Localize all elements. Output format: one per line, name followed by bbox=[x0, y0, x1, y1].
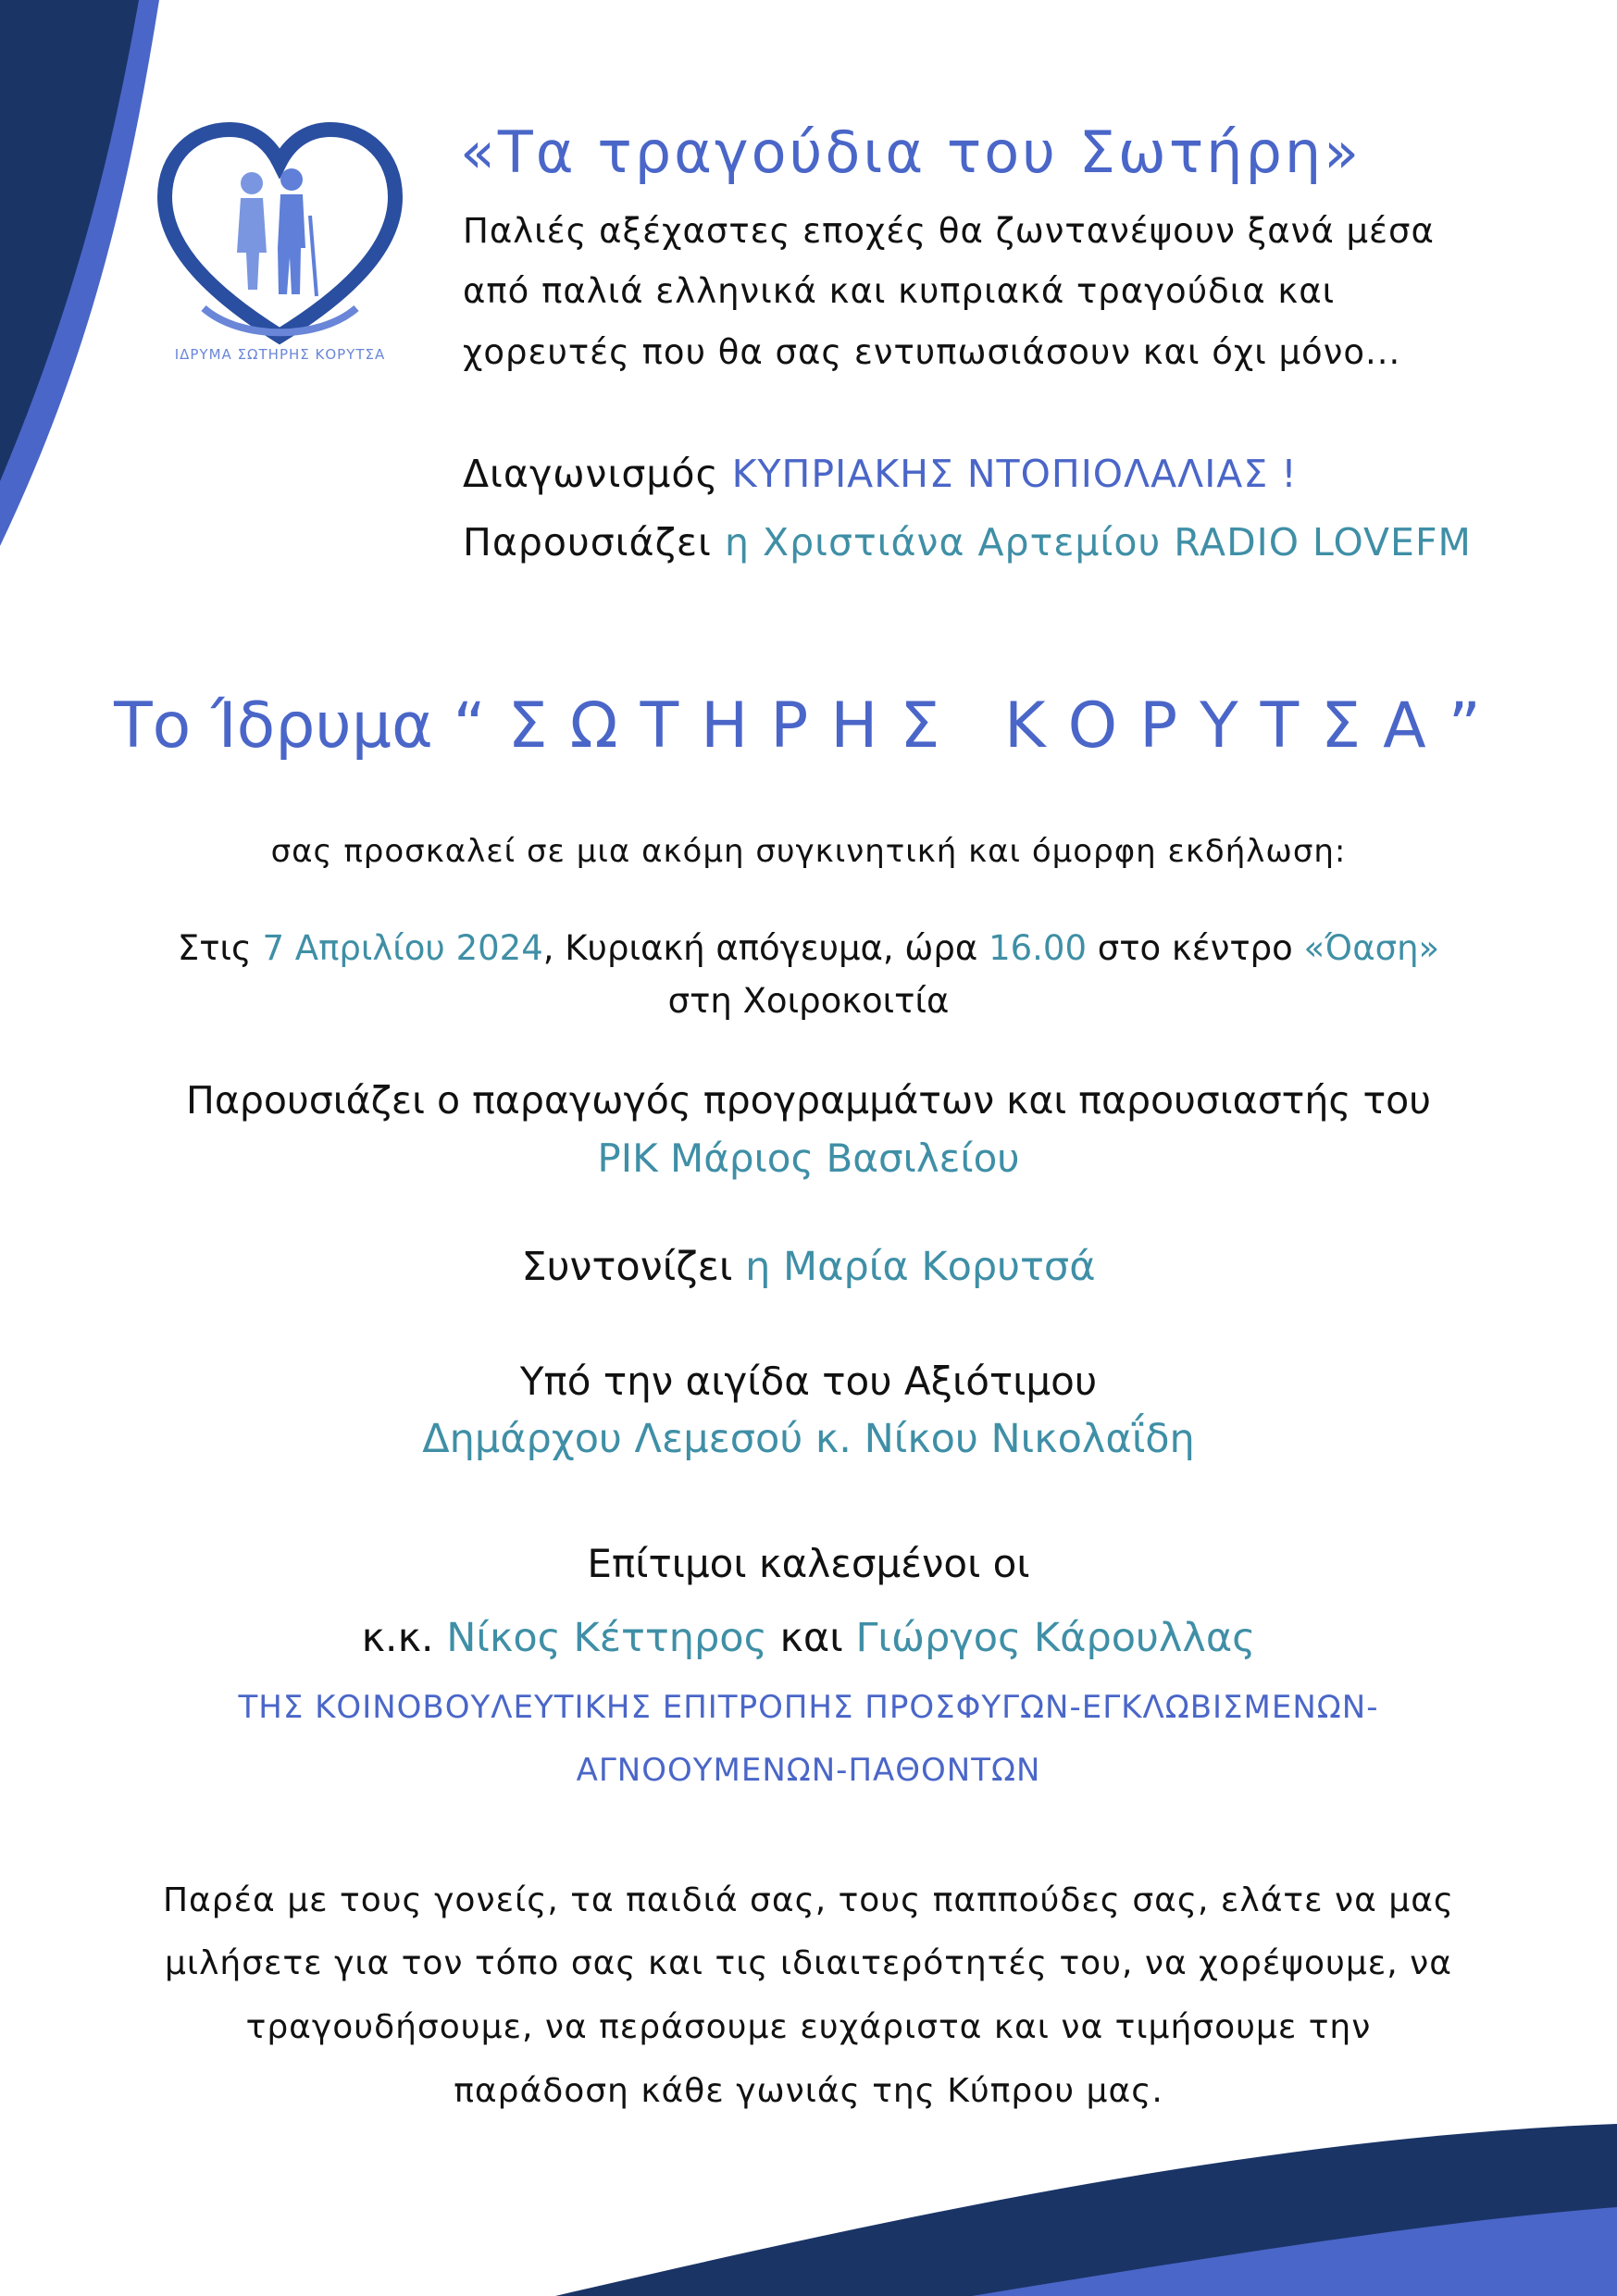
event-title: «Τα τραγούδια του Σωτήρη» bbox=[460, 118, 1362, 186]
contest-line bbox=[463, 452, 1298, 496]
event-location: στη Χοιροκοιτία bbox=[667, 981, 950, 1021]
producer-line: Παρουσιάζει ο παραγωγός προγραμμάτων και παρουσιαστής του bbox=[186, 1078, 1431, 1123]
foundation-logo bbox=[157, 118, 403, 368]
foundation-name: “ΣΩΤΗΡΗΣ ΚΟΡΥΤΣΑ” bbox=[453, 689, 1503, 763]
coordinator-line bbox=[0, 1244, 1617, 1290]
contest-label: Διαγωνισμός bbox=[463, 452, 719, 496]
guest-name: Γιώργος Κάρουλλας bbox=[855, 1615, 1256, 1661]
foundation-prefix: Το Ίδρυμα bbox=[114, 689, 454, 763]
committee-line: ΑΓΝΟΟΥΜΕΝΩΝ-ΠΑΘΟΝΤΩΝ bbox=[576, 1752, 1041, 1789]
guests-prefix: κ.κ. bbox=[361, 1615, 447, 1661]
aegis-name: Δημάρχου Λεμεσού κ. Νίκου Νικολαΐδη bbox=[422, 1416, 1195, 1462]
contest-name: ΚΥΠΡΙΑΚΗΣ ΝΤΟΠΙΟΛΑΛΙΑΣ ! bbox=[731, 452, 1298, 496]
producer-name: ΡΙΚ Μάριος Βασιλείου bbox=[597, 1136, 1020, 1181]
day-time-label: , Κυριακή απόγευμα, ώρα bbox=[542, 928, 989, 968]
guests-names bbox=[0, 1615, 1617, 1661]
logo-caption: ΙΔΡΥΜΑ ΣΩΤΗΡΗΣ ΚΟΡΥΤΣΑ bbox=[174, 346, 386, 363]
venue-label: στο κέντρο bbox=[1087, 928, 1304, 968]
guests-label: Επίτιμοι καλεσμένοι οι bbox=[587, 1541, 1030, 1586]
coordinator-name: η Μαρία Κορυτσά bbox=[745, 1244, 1096, 1290]
event-date-line bbox=[0, 928, 1617, 968]
guest-name: Νίκος Κέττηρος bbox=[446, 1615, 767, 1661]
top-left-wave-dark bbox=[0, 0, 139, 481]
radio-presenter-line bbox=[463, 520, 1472, 565]
intro-line: από παλιά ελληνικά και κυπριακά τραγούδια και bbox=[463, 271, 1336, 311]
aegis-line: Υπό την αιγίδα του Αξιότιμου bbox=[519, 1359, 1098, 1404]
heart-elderly-couple-icon bbox=[165, 130, 395, 336]
closing-line: Παρέα με τους γονείς, τα παιδιά σας, τους παππούδες σας, ελάτε να μας bbox=[162, 1881, 1455, 1919]
presents-name: η Χριστιάνα Αρτεμίου RADIO LOVEFM bbox=[724, 520, 1472, 565]
intro-line: χορευτές που θα σας εντυπωσιάσουν και όχι μόνο... bbox=[463, 332, 1401, 372]
event-date: 7 Απριλίου 2024 bbox=[262, 928, 543, 968]
invitation-text: σας προσκαλεί σε μια ακόμη συγκινητική και όμορφη εκδήλωση: bbox=[270, 833, 1347, 870]
closing-line: τραγουδήσουμε, να περάσουμε ευχάριστα και να τιμήσουμε την bbox=[245, 2008, 1372, 2046]
closing-line: παράδοση κάθε γωνιάς της Κύπρου μας. bbox=[454, 2072, 1163, 2110]
presents-label: Παρουσιάζει bbox=[463, 520, 712, 565]
coordinator-label: Συντονίζει bbox=[521, 1244, 746, 1290]
guests-and: και bbox=[766, 1615, 856, 1661]
event-venue: «Όαση» bbox=[1303, 928, 1440, 968]
closing-line: μιλήσετε για τον τόπο σας και τις ιδιαιτερότητές του, να χορέψουμε, να bbox=[165, 1944, 1452, 1982]
event-time: 16.00 bbox=[989, 928, 1087, 968]
foundation-heading bbox=[0, 689, 1617, 763]
intro-line: Παλιές αξέχαστες εποχές θα ζωντανέψουν ξανά μέσα bbox=[463, 211, 1435, 251]
on-label: Στις bbox=[177, 928, 263, 968]
committee-line: ΤΗΣ ΚΟΙΝΟΒΟΥΛΕΥΤΙΚΗΣ ΕΠΙΤΡΟΠΗΣ ΠΡΟΣΦΥΓΩΝ-ΕΓΚΛΩΒΙΣΜΕΝΩΝ- bbox=[238, 1689, 1379, 1726]
